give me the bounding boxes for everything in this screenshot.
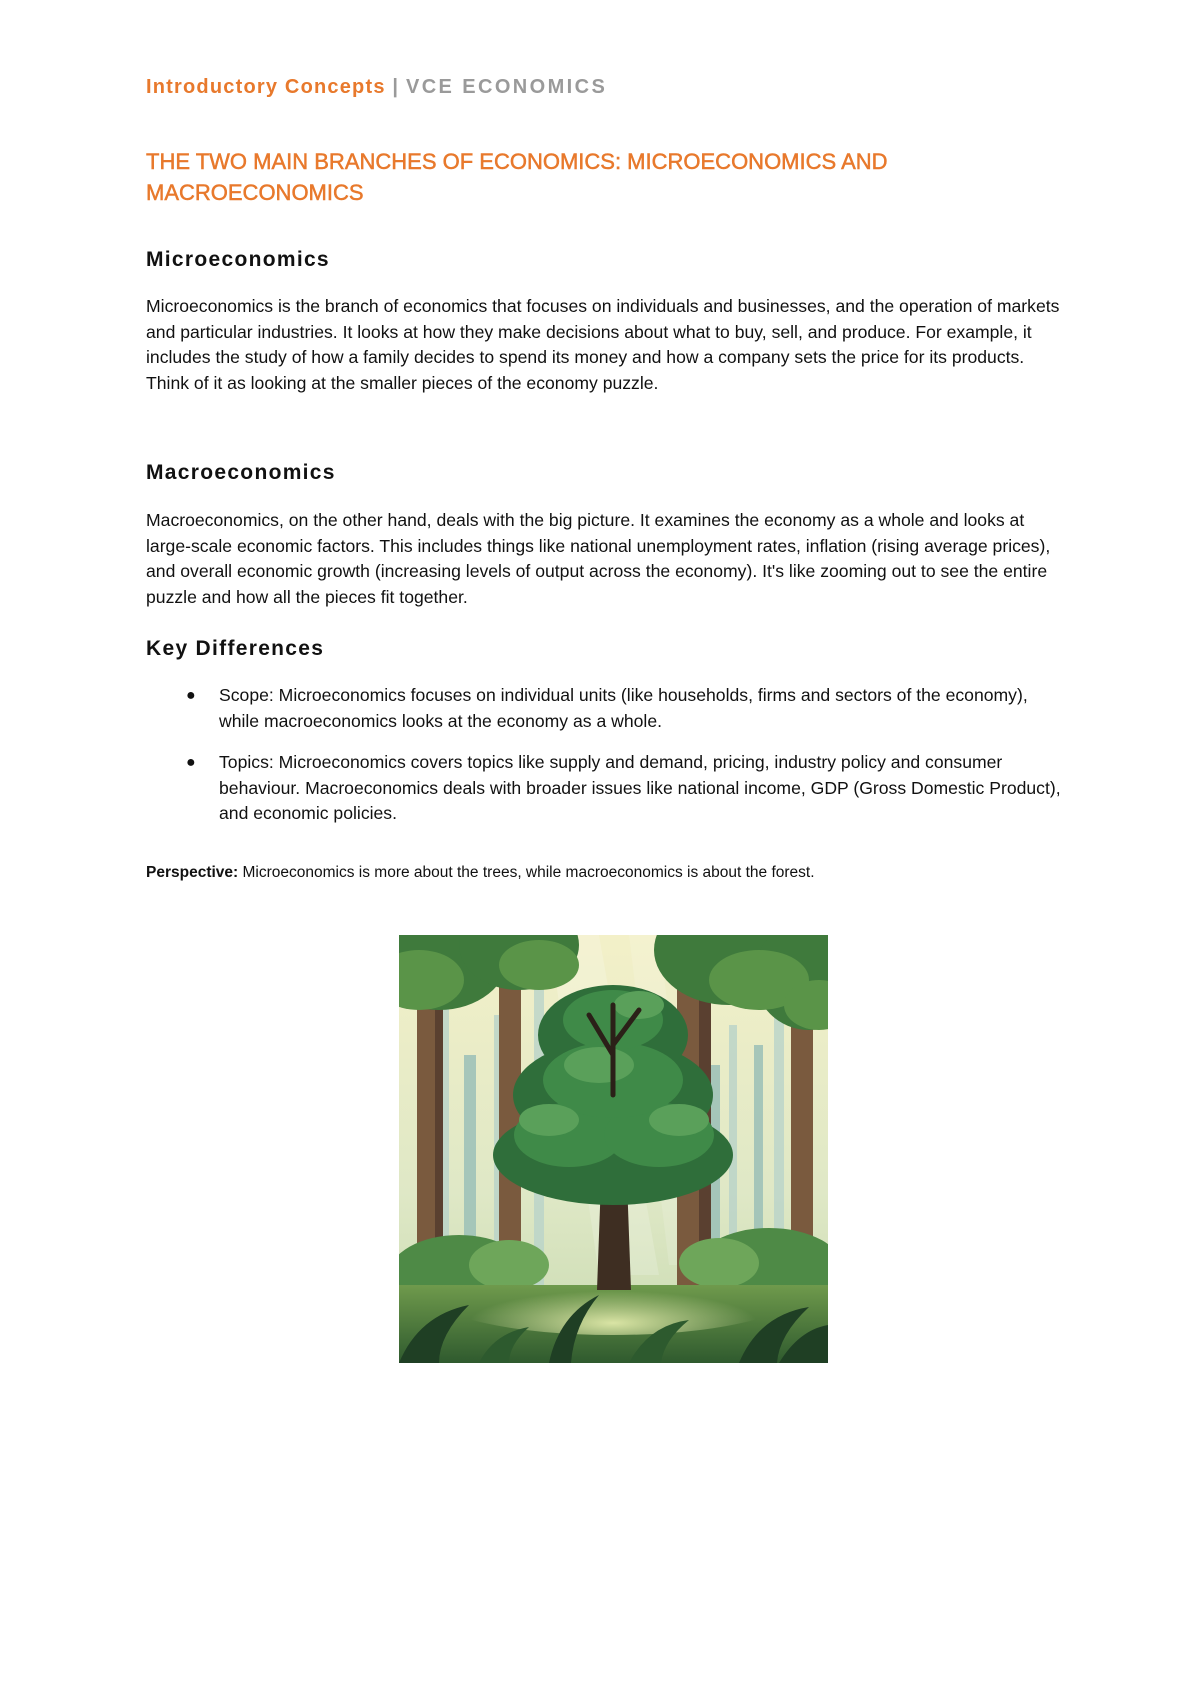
- micro-heading: Microeconomics: [146, 248, 330, 271]
- header-section-label: Introductory Concepts: [146, 76, 386, 98]
- forest-illustration: [399, 935, 828, 1363]
- topics-text: Topics: Microeconomics covers topics like supply and demand, pricing, industry policy and consumer behaviour. Macroeconomics deals with broader issues like national income, GDP (Gross Domestic Product), and economic policies.: [219, 752, 1061, 823]
- list-item: [146, 683, 1066, 734]
- perspective-label: Perspective:: [146, 864, 239, 881]
- differences-list: [146, 683, 1066, 843]
- perspective-text: Microeconomics is more about the trees, while macroeconomics is about the forest.: [238, 864, 815, 881]
- micro-paragraph: Microeconomics is the branch of economics that focuses on individuals and businesses, and the operation of markets and particular industries. It looks at how they make decisions about what to buy, sell, and produce. For example, it includes the study of how a family decides to spend its money and how a company sets the price for its products. Think of it as looking at the smaller pieces of the economy puzzle.: [146, 296, 1060, 393]
- macro-paragraph: Macroeconomics, on the other hand, deals with the big picture. It examines the economy as a whole and looks at large-scale economic factors. This includes things like national unemployment rates, inflation (rising average prices), and overall economic growth (increasing levels of output across the economy). It's like zooming out to see the entire puzzle and how all the pieces fit together.: [146, 510, 1051, 607]
- macro-heading: Macroeconomics: [146, 461, 336, 484]
- forest-icon: [399, 935, 828, 1363]
- document-title: THE TWO MAIN BRANCHES OF ECONOMICS: MICROECONOMICS AND MACROECONOMICS: [146, 149, 888, 205]
- header-subject-label: VCE ECONOMICS: [405, 76, 608, 98]
- running-header: [146, 76, 607, 99]
- bullet-icon: ●: [186, 754, 196, 771]
- bullet-icon: ●: [186, 687, 196, 704]
- header-separator: |: [385, 76, 406, 98]
- list-item: [146, 750, 1066, 827]
- differences-heading: Key Differences: [146, 637, 325, 660]
- perspective-line: [146, 864, 1066, 882]
- scope-text: Scope: Microeconomics focuses on individual units (like households, firms and sectors of the economy), while macroeconomics looks at the economy as a whole.: [219, 685, 1028, 731]
